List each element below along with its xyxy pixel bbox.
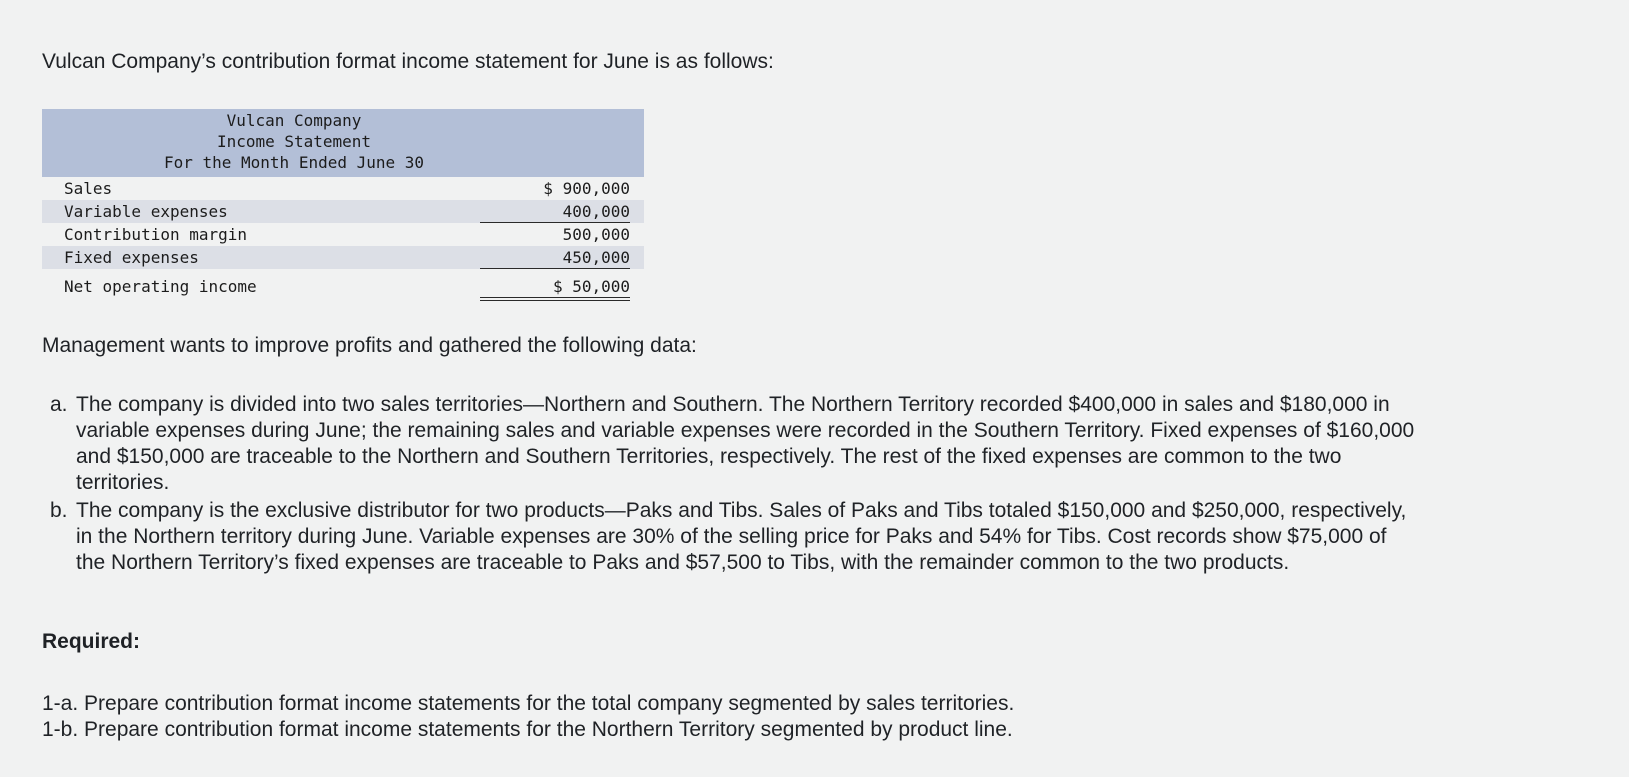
row-label: Fixed expenses (64, 248, 199, 267)
row-contribution-margin (42, 223, 644, 246)
intro-text: Vulcan Company’s contribution format income statement for June is as follows: (42, 50, 774, 73)
statement-title: Income Statement (216, 132, 372, 151)
item-marker: b. (50, 499, 68, 522)
management-text: Management wants to improve profits and gathered the following data: (42, 334, 697, 357)
statement-header (42, 109, 644, 177)
item-text: The company is divided into two sales territories—Northern and Southern. The Northern Territory recorded $400,000 in sales and $180,000 in variable expenses during June; the remaining sales and variable expenses were recorded in the Southern Territory. Fixed expenses of $160,000 and $150,000 are traceable to the Northern and Southern Territories, respectively. The rest of the fixed expenses are common to the two territories. (76, 393, 1415, 494)
row-value: 400,000 (480, 202, 630, 223)
required-heading: Required: (42, 630, 141, 653)
row-label: Sales (64, 179, 113, 198)
row-label: Contribution margin (64, 225, 248, 244)
statement-period: For the Month Ended June 30 (163, 153, 425, 172)
required-item-1b: 1-b. Prepare contribution format income statements for the Northern Territory segmented by product line. (42, 718, 1013, 741)
required-item-1a: 1-a. Prepare contribution format income statements for the total company segmented by sales territories. (42, 692, 1015, 715)
statement-company: Vulcan Company (226, 111, 362, 130)
row-value: $ 900,000 (543, 179, 630, 198)
row-value: 450,000 (480, 248, 630, 269)
row-fixed-expenses (42, 246, 644, 269)
item-marker: a. (50, 393, 68, 416)
row-value: 500,000 (562, 225, 630, 244)
row-label: Net operating income (64, 277, 257, 296)
row-variable-expenses (42, 200, 644, 223)
income-statement-table (42, 109, 644, 299)
row-value: $ 50,000 (480, 277, 630, 301)
row-net-operating-income (42, 269, 644, 299)
row-label: Variable expenses (64, 202, 228, 221)
item-text: The company is the exclusive distributor for two products—Paks and Tibs. Sales of Paks and Tibs totaled $150,000 and $250,000, respectively, in the Northern territory during June. Variable expenses are 30% of the selling price for Paks and 54% for Tibs. Cost records show $75,000 of the Northern Territory’s fixed expenses are traceable to Paks and $57,500 to Tibs, with the remainder common to the two products. (76, 499, 1407, 574)
row-sales (42, 177, 644, 200)
